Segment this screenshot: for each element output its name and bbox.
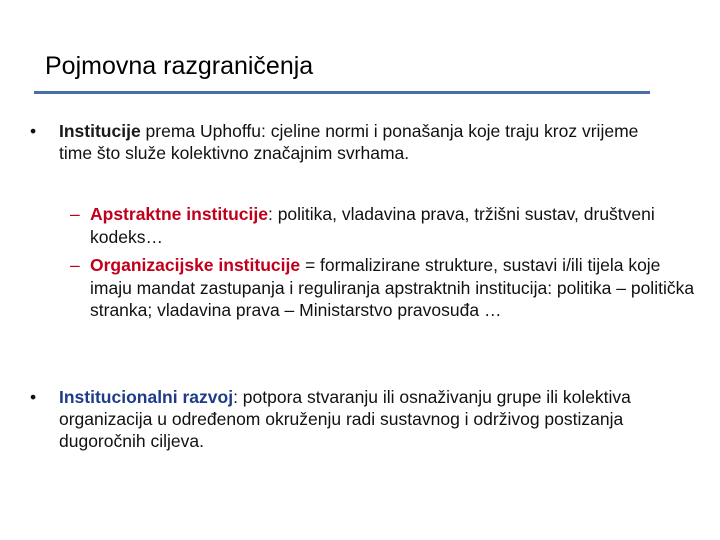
subbullet-body: = formalizirane strukture, sustavi i/ili tijela koje imaju mandat zastupanja i reguliranja apstraktnih institucija: politika – politička stranka; vladavina prava – Ministarstvo pravosuđa … [90, 255, 695, 320]
subbullet-text [90, 254, 700, 322]
subbullet-apstraktne [70, 203, 700, 248]
slide-title: Pojmovna razgraničenja [45, 52, 314, 80]
bullet-body: : potpora stvaranju ili osnaživanju grupe ili kolektiva organizacija u određenom okruženju radi sustavnog i održivog postizanja dugoročnih ciljeva. [59, 387, 631, 451]
subbullet-text [90, 203, 700, 248]
bullet-text [59, 386, 670, 452]
bullet-keyword: Institucije [59, 121, 141, 141]
bullet-institucionalni-razvoj [30, 386, 670, 452]
bullet-keyword: Institucionalni razvoj [59, 387, 234, 407]
subbullet-marker: – [70, 255, 80, 275]
subbullet-keyword: Organizacijske institucije [90, 255, 301, 275]
bullet-text [59, 120, 670, 164]
subbullet-body: : politika, vladavina prava, tržišni sustav, društveni kodeks… [90, 204, 655, 247]
bullet-institucije [30, 120, 670, 164]
subbullet-organizacijske [70, 254, 700, 322]
subbullet-marker: – [70, 204, 80, 224]
bullet-marker: • [30, 387, 37, 407]
bullet-marker: • [30, 121, 37, 141]
bullet-body: prema Uphoffu: cjeline normi i ponašanja koje traju kroz vrijeme time što služe kolektivno značajnim svrhama. [59, 121, 639, 163]
subbullet-keyword: Apstraktne institucije [90, 204, 268, 224]
title-underline [34, 91, 650, 94]
